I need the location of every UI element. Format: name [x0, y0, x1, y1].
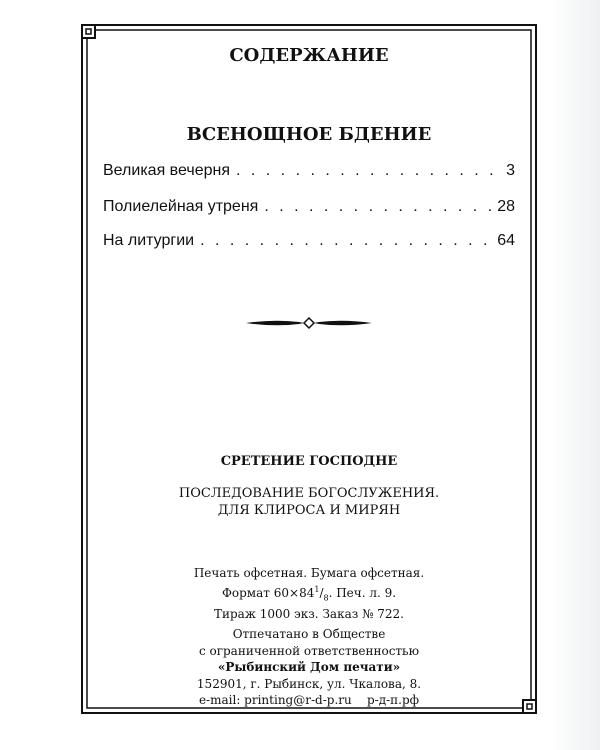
printer-block	[82, 626, 536, 709]
printer-line: Отпечатано в Обществе	[232, 627, 386, 641]
toc-page: 64	[497, 232, 515, 249]
toc-label: На литургии	[103, 232, 195, 249]
subtitle-line: ПОСЛЕДОВАНИЕ БОГОСЛУЖЕНИЯ.	[178, 486, 440, 501]
format-sub: 8	[323, 592, 329, 602]
printer-line: 152901, г. Рыбинск, ул. Чкалова, 8.	[196, 676, 422, 691]
ornament-divider-icon	[244, 315, 374, 331]
toc-leader	[264, 198, 491, 216]
subtitle-line: ДЛЯ КЛИРОСА И МИРЯН	[217, 503, 401, 518]
toc-entry[interactable]	[103, 162, 515, 180]
printer-line: с ограниченной ответственностью	[198, 643, 420, 658]
toc-page: 3	[506, 162, 515, 179]
section-title: ВСЕНОЩНОЕ БДЕНИЕ	[186, 124, 432, 145]
toc-label: Великая вечерня	[103, 162, 230, 179]
book-title: СРЕТЕНИЕ ГОСПОДНЕ	[220, 454, 398, 469]
printer-contact: e-mail: printing@r-d-p.ru р-д-п.рф	[198, 693, 420, 707]
format-text: Формат 60×84	[221, 585, 315, 600]
imprint-format: Формат $60\times 84^1/_8$. Печ. л. 9.	[221, 584, 397, 602]
imprint-line: Тираж 1000 экз. Заказ № 722.	[214, 607, 404, 622]
contents-title: СОДЕРЖАНИЕ	[229, 45, 389, 66]
toc-page: 28	[497, 198, 515, 215]
toc-entry[interactable]	[103, 232, 515, 250]
toc-label: Полиелейная утреня	[103, 198, 259, 215]
format-sup: 1	[314, 584, 320, 594]
imprint-line: Печать офсетная. Бумага офсетная.	[193, 566, 425, 580]
format-text: . Печ. л. 9.	[328, 585, 397, 600]
toc-leader	[236, 162, 500, 180]
toc-entry[interactable]	[103, 198, 515, 216]
printer-line: «Рыбинский Дом печати»	[217, 660, 401, 674]
imprint-block	[82, 565, 536, 623]
toc-leader	[200, 232, 491, 250]
